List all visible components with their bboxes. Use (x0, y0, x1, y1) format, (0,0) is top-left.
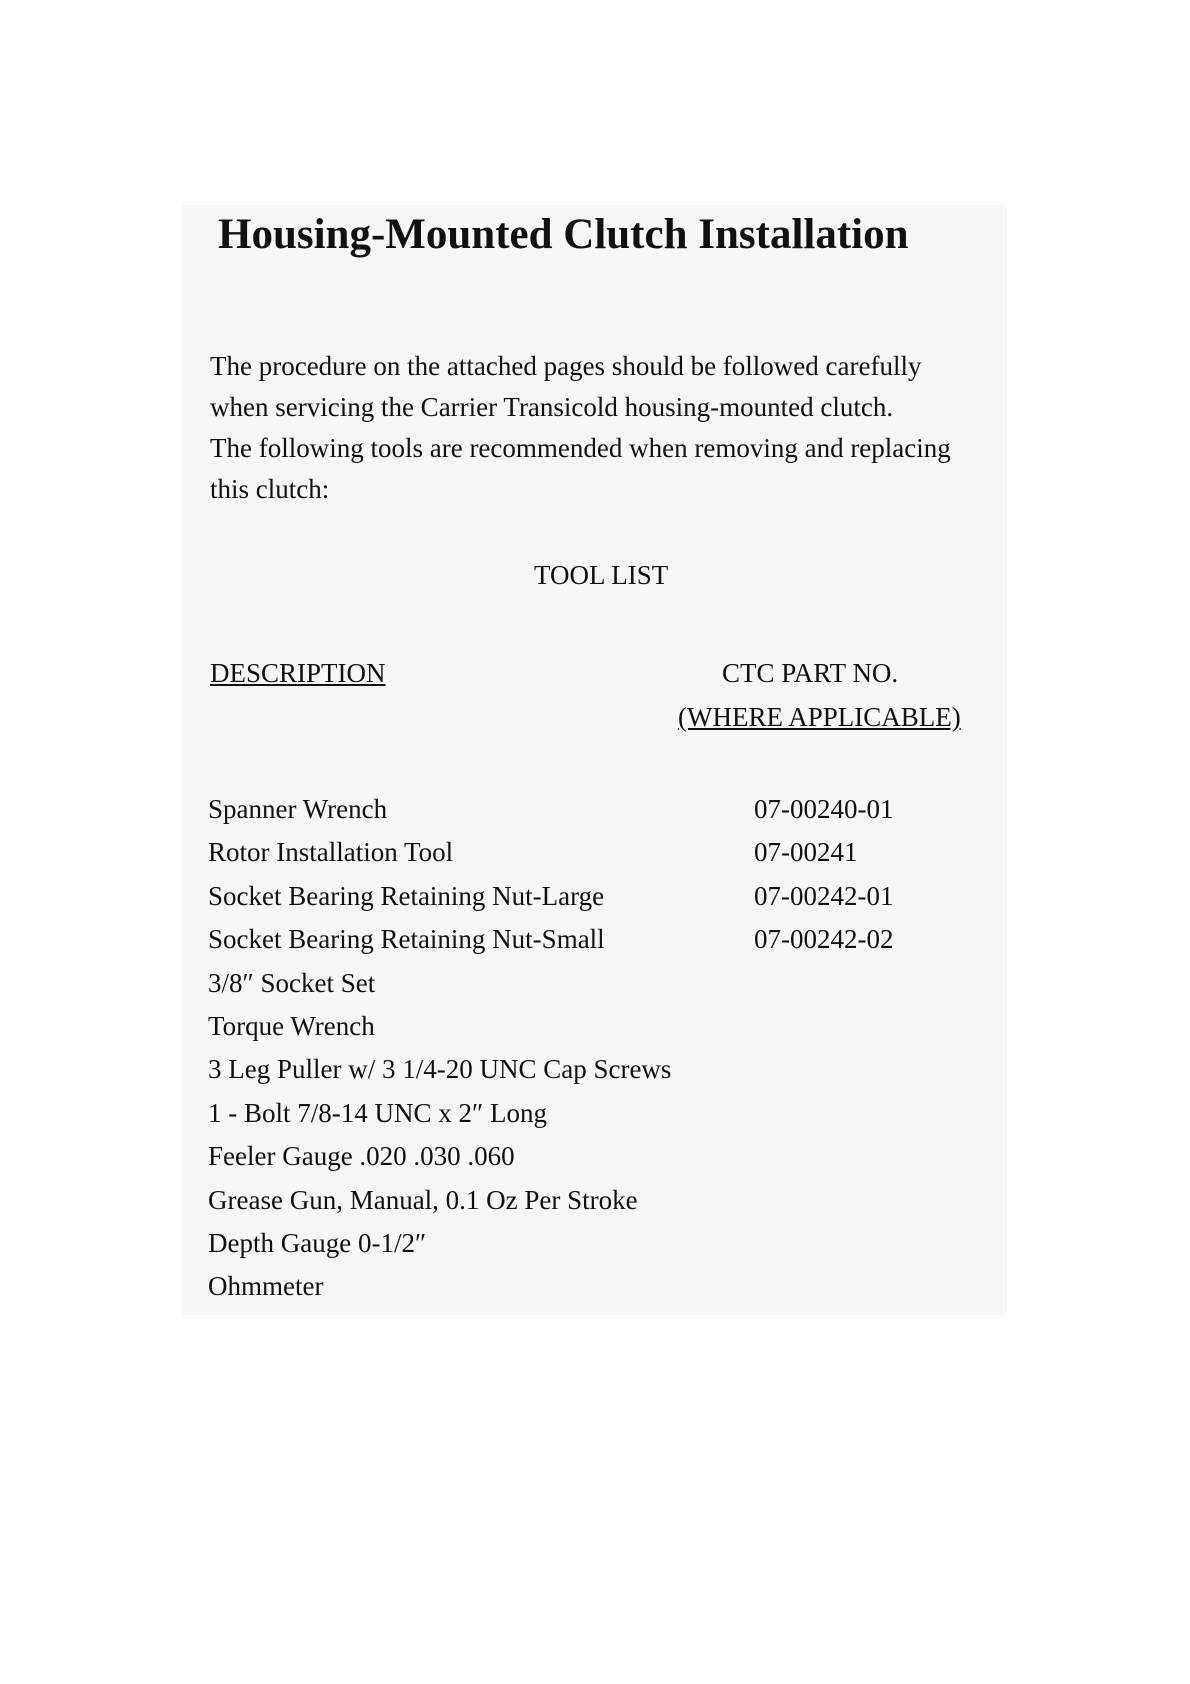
tool-row (208, 1092, 968, 1135)
tool-row (208, 1135, 968, 1178)
intro-line: when servicing the Carrier Transicold housing-mounted clutch. (210, 392, 894, 422)
tool-part-number: 07-00242-01 (754, 880, 894, 911)
tool-description: 3/8″ Socket Set (208, 967, 376, 998)
intro-line: The procedure on the attached pages should be followed carefully (210, 351, 922, 381)
tool-part-number: 07-00242-02 (754, 924, 894, 955)
tool-row (208, 1048, 968, 1091)
tool-list-heading: TOOL LIST (534, 560, 669, 590)
part-number-column-header: CTC PART NO. (722, 658, 899, 688)
tool-description: Spanner Wrench (208, 794, 388, 824)
tool-row (208, 875, 968, 918)
tool-description: Feeler Gauge .020 .030 .060 (208, 1141, 515, 1172)
tool-description: 1 - Bolt 7/8-14 UNC x 2″ Long (208, 1097, 547, 1128)
tool-description: Socket Bearing Retaining Nut-Small (208, 924, 605, 955)
intro-paragraph (210, 346, 1020, 510)
tool-row (208, 1179, 968, 1222)
tool-row (208, 1222, 968, 1265)
page-title: Housing-Mounted Clutch Installation (218, 211, 909, 258)
tool-part-number: 07-00240-01 (754, 794, 894, 824)
tool-description: 3 Leg Puller w/ 3 1/4-20 UNC Cap Screws (208, 1054, 672, 1085)
tool-part-number: 07-00241 (754, 837, 858, 868)
intro-line: The following tools are recommended when removing and replacing (210, 433, 951, 463)
tool-row (208, 962, 968, 1005)
tool-description: Socket Bearing Retaining Nut-Large (208, 880, 605, 911)
tool-description: Ohmmeter (208, 1271, 324, 1302)
tool-row (208, 1265, 968, 1308)
tool-row (208, 788, 968, 831)
tool-description: Torque Wrench (208, 1010, 375, 1041)
tool-description: Grease Gun, Manual, 0.1 Oz Per Stroke (208, 1184, 638, 1215)
part-number-column-subheader: (WHERE APPLICABLE) (678, 702, 961, 732)
tool-row (208, 831, 968, 874)
tool-list (208, 788, 968, 1309)
description-column-header: DESCRIPTION (210, 658, 386, 688)
tool-description: Depth Gauge 0-1/2″ (208, 1227, 427, 1258)
intro-line: this clutch: (210, 474, 330, 504)
tool-row (208, 918, 968, 961)
tool-description: Rotor Installation Tool (208, 837, 454, 868)
tool-row (208, 1005, 968, 1048)
